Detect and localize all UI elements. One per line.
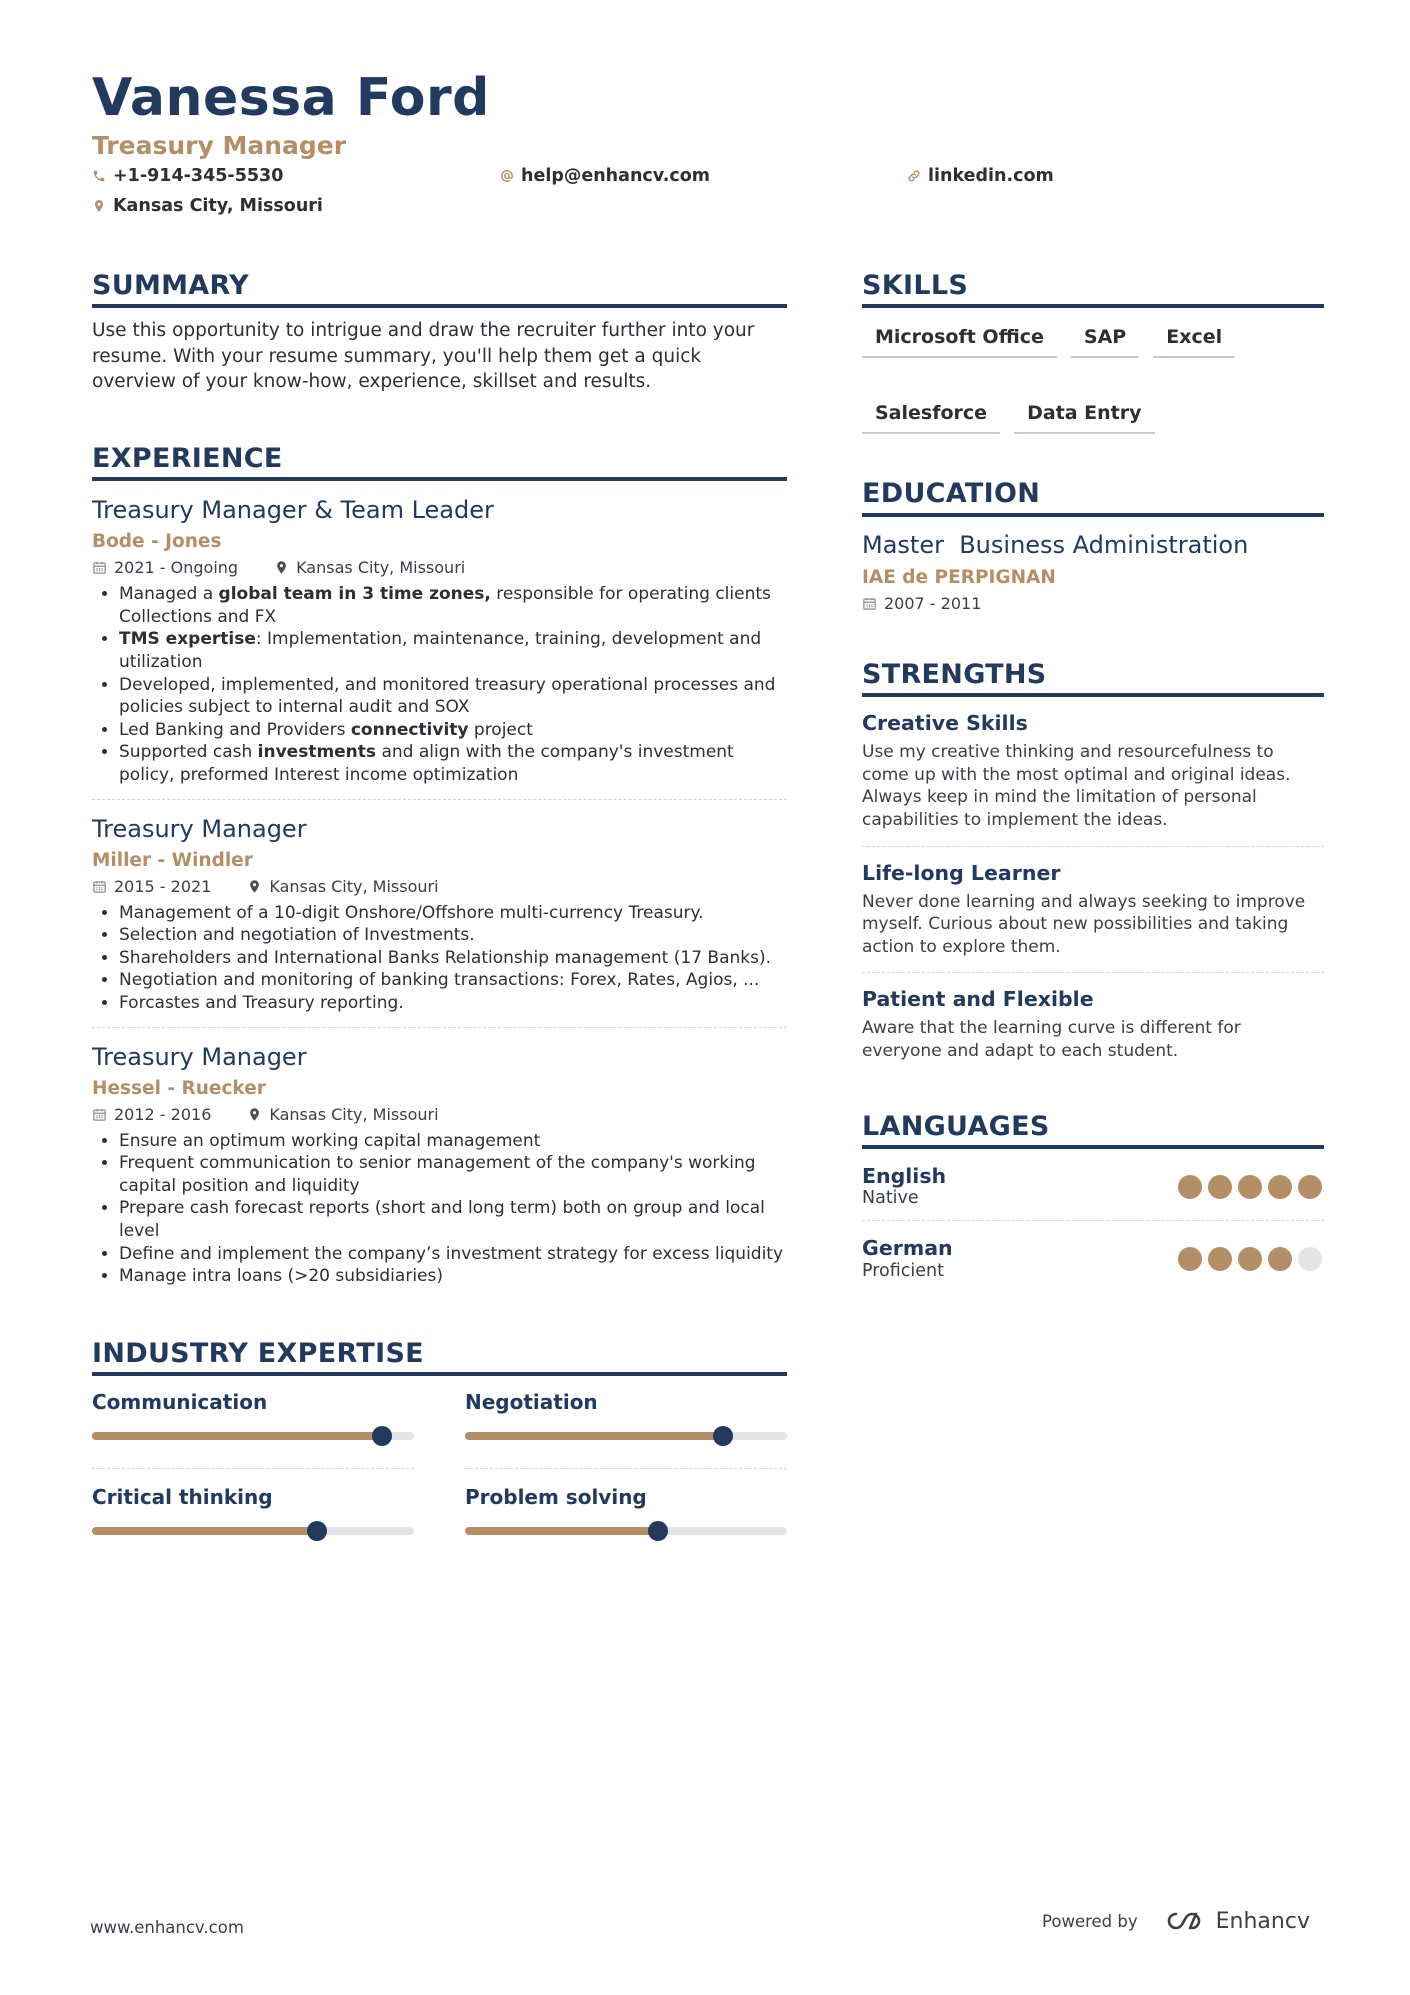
bullet-text: Forcastes and Treasury reporting. — [119, 993, 404, 1013]
rating-dot — [1268, 1247, 1292, 1271]
job-bullet — [119, 1243, 787, 1266]
footer-branding — [1042, 1908, 1310, 1934]
rating-dot — [1178, 1175, 1202, 1199]
language-rating — [1178, 1247, 1322, 1271]
strength-title: Patient and Flexible — [862, 987, 1094, 1012]
rating-dot — [1298, 1247, 1322, 1271]
job-bullet — [119, 741, 787, 786]
job-company: Hessel - Ruecker — [92, 1077, 266, 1099]
summary-text: Use this opportunity to intrigue and draw the recruiter further into your resume. With your resume summary, you'll help them get a quick overview of your know-how, experience, skillset and results. — [92, 320, 755, 393]
footer-website[interactable]: www.enhancv.com — [90, 1918, 244, 1937]
powered-by-label: Powered by — [1042, 1911, 1138, 1931]
job-bullet — [119, 674, 787, 719]
job-dates: 2015 - 2021 — [114, 876, 212, 896]
strength-item — [862, 861, 1324, 959]
strength-title: Life-long Learner — [862, 860, 1061, 885]
job-bullet — [119, 1152, 787, 1197]
language-info — [862, 1237, 953, 1281]
bullet-text: investments — [257, 742, 377, 763]
expertise-bar-fill — [465, 1432, 723, 1440]
language-row — [862, 1237, 1324, 1281]
contact-info — [92, 164, 1322, 226]
rating-dot — [1298, 1175, 1322, 1199]
at-icon — [500, 169, 514, 183]
enhancv-logo-icon — [1160, 1908, 1206, 1934]
strengths-section — [862, 659, 1324, 1063]
expertise-divider — [92, 1468, 414, 1469]
bullet-text: Led Banking and Providers — [119, 719, 351, 740]
language-name: German — [862, 1236, 953, 1261]
job-location: Kansas City, Missouri — [269, 876, 439, 896]
job-bullets — [92, 1130, 787, 1288]
job-bullet — [119, 719, 787, 742]
bullet-text: project — [468, 719, 533, 740]
bullet-text: Managed a — [119, 584, 219, 605]
rating-dot — [1208, 1247, 1232, 1271]
strength-desc: Use my creative thinking and resourcefulness to come up with the most optimal and original ideas. Always keep in mind the limitation of personal capabilities to implement the ideas. — [862, 742, 1291, 830]
job-bullets — [92, 902, 787, 1015]
calendar-icon — [92, 879, 107, 894]
bullet-text: Shareholders and International Banks Relationship management (17 Banks). — [119, 947, 772, 968]
strength-item — [862, 987, 1324, 1062]
strengths-list — [862, 711, 1324, 1062]
bullet-text: and align with the company's investment policy, preformed Interest income optimization — [119, 742, 734, 786]
language-level: Proficient — [862, 1261, 944, 1282]
bullet-text: Selection and negotiation of Investments. — [119, 925, 475, 946]
contact-phone — [92, 166, 283, 186]
expertise-name: Critical thinking — [92, 1485, 273, 1510]
contact-link — [907, 166, 1054, 186]
location-icon — [247, 879, 262, 894]
expertise-bar-knob — [648, 1521, 668, 1541]
bullet-text: TMS expertise — [119, 629, 256, 650]
expertise-item — [465, 1390, 787, 1454]
link-text: linkedin.com — [928, 166, 1054, 187]
bullet-text: Define and implement the company’s investment strategy for excess liquidity — [119, 1243, 784, 1264]
job-bullets — [92, 583, 787, 786]
job-bullet — [119, 1265, 787, 1288]
job-bullet — [119, 924, 787, 947]
education-dates-row — [862, 594, 1324, 613]
bullet-text: global team in 3 time zones, — [218, 584, 491, 605]
job-entry — [92, 814, 787, 1015]
expertise-bar — [92, 1527, 414, 1535]
education-dates: 2007 - 2011 — [884, 593, 982, 613]
candidate-name: Vanessa Ford — [92, 68, 490, 128]
languages-section — [862, 1111, 1324, 1282]
job-title: Treasury Manager & Team Leader — [92, 496, 494, 525]
rating-dot — [1178, 1247, 1202, 1271]
job-meta — [92, 558, 787, 577]
expertise-bar — [92, 1432, 414, 1440]
calendar-icon — [862, 596, 877, 611]
skill-tag: Excel — [1153, 322, 1235, 358]
strength-desc: Never done learning and always seeking to improve myself. Curious about new possibilities and taking action to explore them. — [862, 891, 1306, 957]
bullet-text: Management of a 10-digit Onshore/Offshore multi-currency Treasury. — [119, 902, 704, 923]
experience-heading: EXPERIENCE — [92, 443, 787, 481]
job-company: Miller - Windler — [92, 849, 253, 871]
languages-list — [862, 1165, 1324, 1281]
link-icon — [907, 169, 921, 183]
rating-dot — [1268, 1175, 1292, 1199]
industry-expertise-section — [92, 1338, 787, 1549]
rating-dot — [1208, 1175, 1232, 1199]
education-heading: EDUCATION — [862, 478, 1324, 516]
job-location: Kansas City, Missouri — [296, 558, 466, 578]
strengths-heading: STRENGTHS — [862, 659, 1324, 697]
skill-tag: Microsoft Office — [862, 322, 1057, 358]
expertise-bar-knob — [713, 1426, 733, 1446]
languages-heading: LANGUAGES — [862, 1111, 1324, 1149]
job-company: Bode - Jones — [92, 531, 222, 553]
job-bullet — [119, 583, 787, 628]
language-rating — [1178, 1175, 1322, 1199]
expertise-bar-fill — [92, 1527, 317, 1535]
expertise-grid — [92, 1390, 787, 1549]
right-column — [862, 270, 1324, 1281]
resume-header — [92, 70, 1322, 226]
expertise-name: Negotiation — [465, 1390, 598, 1415]
brand-name: Enhancv — [1215, 1908, 1310, 1934]
job-bullet — [119, 628, 787, 673]
expertise-divider — [465, 1468, 787, 1469]
contact-location — [92, 196, 323, 216]
bullet-text: Manage intra loans (>20 subsidiaries) — [119, 1266, 443, 1287]
calendar-icon — [92, 1107, 107, 1122]
calendar-icon — [92, 560, 107, 575]
location-icon — [247, 1107, 262, 1122]
email-text: help@enhancv.com — [521, 166, 711, 187]
job-divider — [92, 799, 787, 800]
bullet-text: Frequent communication to senior management of the company's working capital position and liquidity — [119, 1153, 756, 1196]
language-name: English — [862, 1163, 947, 1188]
job-title: Treasury Manager — [92, 1042, 307, 1071]
expertise-bar — [465, 1432, 787, 1440]
job-divider — [92, 1027, 787, 1028]
industry-expertise-heading: INDUSTRY EXPERTISE — [92, 1338, 787, 1376]
bullet-text: : Implementation, maintenance, training, development and utilization — [119, 629, 762, 673]
job-bullet — [119, 969, 787, 992]
expertise-item — [92, 1485, 414, 1549]
expertise-item — [92, 1390, 414, 1454]
job-title: Treasury Manager — [92, 814, 307, 843]
enhancv-brand[interactable] — [1160, 1908, 1310, 1934]
skills-list — [862, 322, 1324, 434]
rating-dot — [1238, 1247, 1262, 1271]
experience-section — [92, 443, 787, 1288]
job-entry — [92, 1042, 787, 1288]
job-bullet — [119, 947, 787, 970]
expertise-bar — [465, 1527, 787, 1535]
job-bullet — [119, 1197, 787, 1242]
expertise-bar-fill — [465, 1527, 658, 1535]
job-dates: 2021 - Ongoing — [114, 558, 239, 578]
expertise-bar-knob — [307, 1521, 327, 1541]
expertise-name: Problem solving — [465, 1485, 647, 1510]
job-entry — [92, 495, 787, 786]
language-row — [862, 1165, 1324, 1209]
bullet-text: Ensure an optimum working capital management — [119, 1130, 541, 1151]
expertise-bar-fill — [92, 1432, 382, 1440]
language-level: Native — [862, 1188, 919, 1209]
job-meta — [92, 1105, 787, 1124]
bullet-text: connectivity — [350, 719, 469, 740]
strength-desc: Aware that the learning curve is different for everyone and adapt to each student. — [862, 1018, 1241, 1061]
phone-icon — [92, 169, 106, 183]
bullet-text: Negotiation and monitoring of banking transactions: Forex, Rates, Agios, ... — [119, 970, 760, 991]
strength-item — [862, 711, 1324, 831]
bullet-text: Supported cash — [119, 742, 258, 763]
strength-divider — [862, 972, 1324, 973]
experience-list — [92, 495, 787, 1287]
job-bullet — [119, 902, 787, 925]
left-column — [92, 270, 787, 1549]
skill-tag: Salesforce — [862, 398, 1000, 434]
bullet-text: responsible for operating clients Collections and FX — [119, 584, 771, 627]
skill-tag: SAP — [1071, 322, 1139, 358]
location-text: Kansas City, Missouri — [113, 196, 323, 217]
location-icon — [92, 199, 106, 213]
summary-section — [92, 270, 787, 395]
phone-text: +1-914-345-5530 — [113, 166, 284, 187]
job-dates: 2012 - 2016 — [114, 1104, 212, 1124]
rating-dot — [1238, 1175, 1262, 1199]
skills-heading: SKILLS — [862, 270, 1324, 308]
job-bullet — [119, 1130, 787, 1153]
education-degree: Master Business Administration — [862, 530, 1249, 559]
expertise-item — [465, 1485, 787, 1549]
job-bullet — [119, 992, 787, 1015]
location-icon — [274, 560, 289, 575]
summary-heading: SUMMARY — [92, 270, 787, 308]
contact-email — [500, 166, 710, 186]
bullet-text: Developed, implemented, and monitored treasury operational processes and policies subject to internal audit and SOX — [119, 674, 776, 718]
expertise-bar-knob — [372, 1426, 392, 1446]
bullet-text: Prepare cash forecast reports (short and long term) both on group and local level — [119, 1198, 765, 1241]
job-location: Kansas City, Missouri — [269, 1104, 439, 1124]
job-meta — [92, 877, 787, 896]
expertise-name: Communication — [92, 1390, 268, 1415]
skill-tag: Data Entry — [1014, 398, 1154, 434]
language-info — [862, 1165, 946, 1209]
education-section — [862, 478, 1324, 612]
candidate-title: Treasury Manager — [92, 131, 347, 161]
strength-divider — [862, 846, 1324, 847]
skills-section — [862, 270, 1324, 434]
strength-title: Creative Skills — [862, 711, 1028, 736]
language-divider — [862, 1220, 1324, 1221]
education-school: IAE de PERPIGNAN — [862, 566, 1056, 588]
